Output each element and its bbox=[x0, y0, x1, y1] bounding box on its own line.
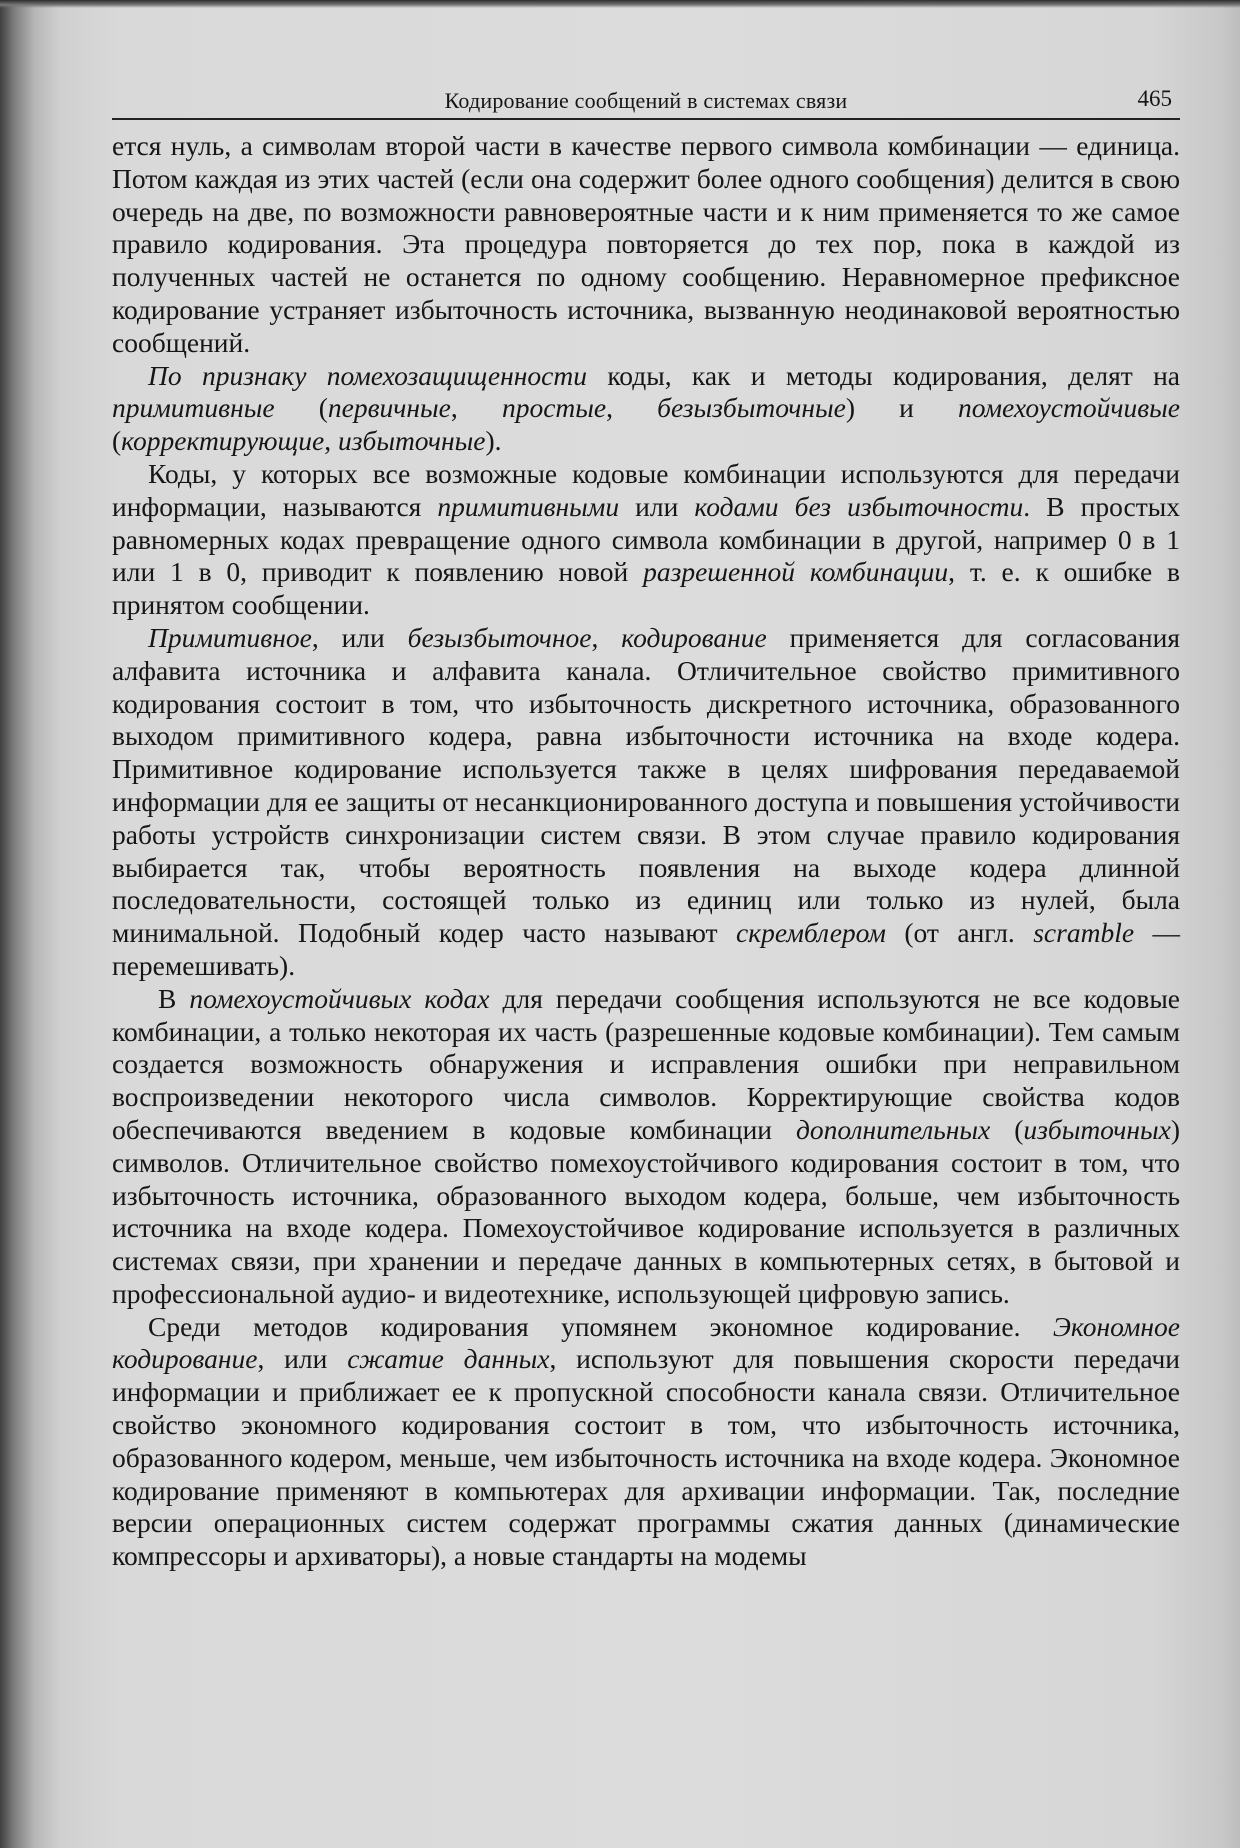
text-run: ) символов. Отличительное свойство помехоустойчивого кодирования состоит в том, что избыточность источника, образованного выходом кодера, больше, чем избыточность источника на входе кодера. Помехоустойчивое кодирование используется в различных системах связи, при хранении и передаче данных в компьютерных сетях, в бытовой и профессиональной аудио- и видеотехнике, использующей цифровую запись. bbox=[112, 1113, 1180, 1309]
italic-term: корректирующие bbox=[121, 425, 325, 457]
paragraph bbox=[112, 360, 1180, 458]
text-run: для передачи сообщения используются не все кодовые комбинации, а только некоторая их часть (разрешенные кодовые комбинации). Тем самым создается возможность обнаружения и исправления ошибки при неправильном воспроизведении некоторого числа символов. Корректирующие свойства кодов обеспечиваются введением в кодовые комбинации bbox=[112, 982, 1181, 1145]
italic-term: первичные bbox=[327, 392, 451, 424]
text-run: ( bbox=[112, 425, 122, 457]
italic-term: примитивными bbox=[437, 490, 620, 522]
italic-term: скремблером bbox=[736, 917, 886, 949]
text-run: (от англ. bbox=[885, 917, 1034, 949]
paragraph bbox=[112, 130, 1180, 360]
text-run: , bbox=[606, 392, 658, 424]
text-run: или bbox=[619, 490, 695, 522]
text-run: , bbox=[591, 621, 622, 653]
paragraph bbox=[112, 1311, 1180, 1573]
italic-term: кодами без избыточности bbox=[694, 490, 1024, 522]
italic-term: примитивные bbox=[112, 392, 275, 424]
italic-term: По признаку помехозащищенности bbox=[148, 359, 587, 391]
italic-term: сжатие данных bbox=[347, 1343, 550, 1375]
italic-term: помехоустойчивых кодах bbox=[189, 982, 490, 1014]
text-run: В bbox=[158, 982, 190, 1014]
text-run: , используют для повышения скорости передачи информации и приближает ее к пропускной способности канала связи. Отличительное свойство экономного кодирования состоит в том, что избыточность источника, образованного кодером, меньше, чем избыточность источника на входе кодера. Экономное кодирование применяют в компьютерах для архивации информации. Так, последние версии операционных систем содержат программы сжатия данных (динамические компрессоры и архиваторы), а новые стандарты на модемы bbox=[112, 1343, 1180, 1572]
text-run: применяется для согласования алфавита источника и алфавита канала. Отличительное свойство примитивного кодирования состоит в том, что избыточность дискретного источника, образованного выходом примитивного кодера, равна избыточности источника на входе кодера. Примитивное кодирование используется также в целях шифрования передаваемой информации для ее защиты от несанкционированного доступа и повышения устойчивости работы устройств синхронизации систем связи. В этом случае правило кодирования выбирается так, чтобы вероятность появления на выходе кодера длинной последовательности, состоящей только из единиц или только из нулей, была минимальной. Подобный кодер часто называют bbox=[112, 621, 1180, 949]
text-run: ). bbox=[485, 425, 502, 457]
text-run: , т. е. к ошибке в принятом сообщении. bbox=[112, 556, 1180, 621]
italic-term: избыточных bbox=[1023, 1113, 1171, 1145]
book-page bbox=[112, 84, 1180, 1824]
italic-term: дополнительных bbox=[796, 1113, 991, 1145]
text-run: Коды, у которых все возможные кодовые комбинации используются для передачи информации, называются bbox=[112, 457, 1180, 522]
text-run: Среди методов кодирования упомянем экономное кодирование. bbox=[148, 1310, 1053, 1342]
text-run: . В простых равномерных кодах превращение одного символа комбинации в другой, например 0 в 1 или 1 в 0, приводит к появлению новой bbox=[112, 490, 1180, 588]
text-run: , bbox=[450, 392, 502, 424]
paragraph bbox=[112, 983, 1180, 1311]
italic-term: избыточные bbox=[338, 425, 486, 457]
text-run: , или bbox=[311, 621, 408, 653]
text-run: ( bbox=[990, 1113, 1024, 1145]
italic-term: безызбыточные bbox=[657, 392, 846, 424]
italic-term: Примитивное bbox=[148, 621, 312, 653]
text-run: , bbox=[324, 425, 339, 457]
text-run: ( bbox=[274, 392, 328, 424]
italic-term: кодирование bbox=[621, 621, 767, 653]
page-number: 465 bbox=[1137, 86, 1172, 111]
text-run: коды, как и методы кодирования, делят на bbox=[586, 359, 1180, 391]
text-run: ется нуль, а символам второй части в качестве первого символа комбинации — единица. Потом каждая из этих частей (если она содержит более одного сообщения) делится в свою очередь на две, по возможности равновероятные части и к ним применяется то же самое правило кодирования. Эта процедура повторяется до тех пор, пока в каждой из полученных частей не останется по одному сообщению. Неравномерное префиксное кодирование устраняет избыточность источника, вызванную неодинаковой вероятностью сообщений. bbox=[112, 130, 1180, 358]
italic-term: помехоустойчивые bbox=[958, 392, 1180, 424]
italic-term: разрешенной комбинации bbox=[643, 556, 949, 588]
italic-term: Экономное кодирование bbox=[112, 1310, 1180, 1375]
running-header bbox=[112, 84, 1180, 120]
scan-top-edge bbox=[0, 0, 1240, 8]
paragraph bbox=[112, 458, 1180, 622]
paragraph bbox=[112, 622, 1180, 983]
italic-term: безызбыточное bbox=[407, 621, 592, 653]
running-title: Кодирование сообщений в системах связи bbox=[444, 88, 848, 113]
text-run: , или bbox=[257, 1343, 348, 1375]
italic-term: scramble bbox=[1033, 917, 1135, 949]
italic-term: простые bbox=[501, 392, 607, 424]
text-run: — перемешивать). bbox=[112, 917, 1181, 981]
text-run: ) и bbox=[845, 392, 959, 424]
body-text bbox=[112, 130, 1180, 1573]
